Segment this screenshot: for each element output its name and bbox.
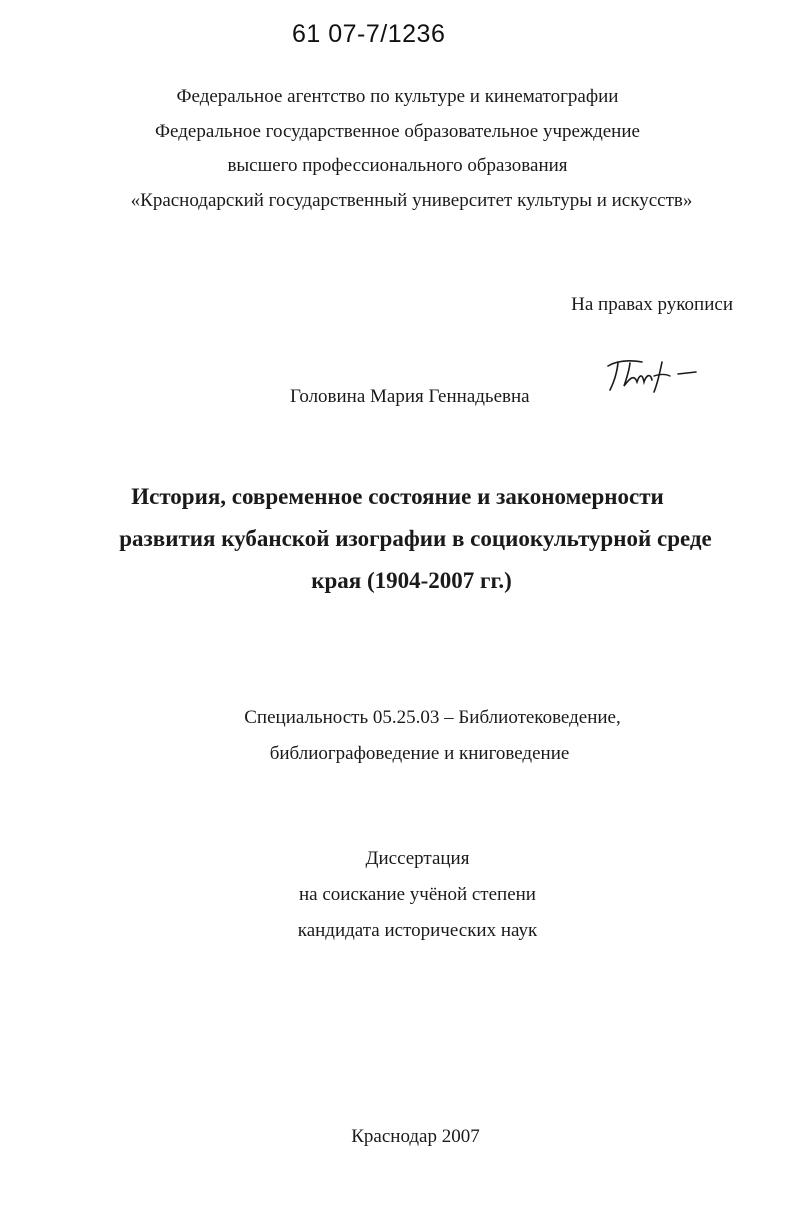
org-line-agency: Федеральное агентство по культуре и кинематографии	[176, 86, 619, 107]
title-line-2: развития кубанской изографии в социокультурной среде	[119, 526, 712, 551]
specialty-block	[0, 700, 795, 772]
title-line-1: История, современное состояние и закономерности	[131, 484, 664, 509]
specialty-line-1: Специальность 05.25.03 – Библиотековедение,	[244, 707, 621, 728]
place-year: Краснодар 2007	[351, 1126, 480, 1147]
organization-header	[0, 80, 795, 218]
dissertation-title	[0, 476, 795, 602]
registry-number: 61 07-7/1236	[292, 20, 446, 48]
author-name: Головина Мария Геннадьевна	[290, 386, 530, 407]
manuscript-note: На правах рукописи	[571, 294, 733, 315]
degree-block	[0, 841, 795, 949]
degree-line-3: кандидата исторических наук	[297, 920, 538, 941]
degree-line-1: Диссертация	[365, 848, 470, 869]
title-line-3: края (1904-2007 гг.)	[311, 568, 512, 593]
handwritten-signature	[604, 352, 704, 396]
specialty-line-2: библиографоведение и книговедение	[269, 743, 570, 764]
org-line-institution: Федеральное государственное образовательное учреждение	[155, 120, 640, 142]
degree-line-2: на соискание учёной степени	[299, 884, 536, 905]
org-line-education: высшего профессионального образования	[227, 155, 568, 176]
org-line-university: «Краснодарский государственный университет культуры и искусств»	[130, 189, 693, 211]
